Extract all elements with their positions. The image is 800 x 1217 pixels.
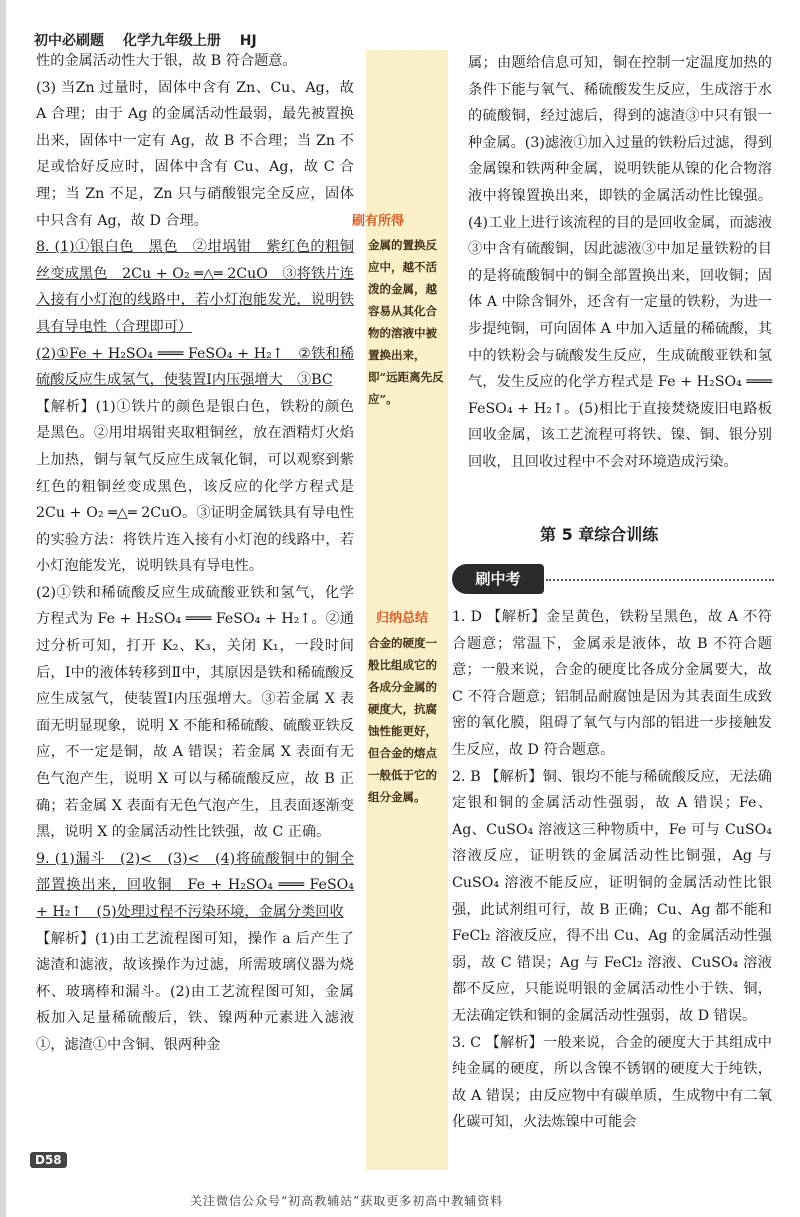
answer-1: 1. D 【解析】金呈黄色，铁粉呈黑色，故 A 不符合题意；常温下，金属汞是液体，故 B 不符合题意；一般来说，合金的硬度比各成分金属要大，故 C 不符合题意；铝制品耐腐蚀是因为其表面生成致密的氧化膜，阻碍了氧气与内部的铝进一步接触发生反应，故 D 符合题意。 bbox=[452, 609, 772, 758]
subject-title: 化学九年级上册 bbox=[122, 33, 221, 49]
banner-label: 刷中考 bbox=[452, 564, 544, 594]
answers-list bbox=[452, 604, 772, 1136]
left-para-1: (3) 当Zn 过量时，固体中含有 Zn、Cu、Ag，故 A 合理；由于 Ag 的金属活动性最弱，最先被置换出来，固体中一定有 Ag，故 B 不合理；当 Zn 不足或恰好反应时，固体中含有 Cu、Ag，故 C 合理；当 Zn 不足，Zn 只与硝酸银完全反应，固体中只含有 Ag，故 D 合理。 bbox=[36, 79, 354, 229]
left-column bbox=[36, 48, 354, 1059]
answer-3: 3. C 【解析】一般来说，合金的硬度大于其组成中纯金属的硬度，所以含镍不锈钢的硬度大于纯铁，故 A 错误；由反应物中有碳单质，生成物中有二氧化碳可知，火法炼镍中可能会 bbox=[452, 1034, 772, 1131]
sidebar-text-2: 合金的硬度一般比组成它的各成分金属的硬度大，抗腐蚀性能更好，但合金的熔点一般低于它的组分金属。 bbox=[368, 636, 437, 804]
q8-answer: 8. (1)①银白色 黑色 ②坩埚钳 紫红色的粗铜丝变成黑色 2Cu + O₂ ═△═ 2CuO ③将铁片连入接有小灯泡的线路中，若小灯泡能发光，说明铁具有导电性（合理即可） bbox=[36, 239, 354, 335]
q8-analysis-2: (2)①铁和稀硫酸反应生成硫酸亚铁和氢气，化学方程式为 Fe + H₂SO₄ ═══ FeSO₄ + H₂↑。②通过分析可知，打开 K₂、K₃，关闭 K₁，一段时间后，Ⅰ中的液体转移到Ⅱ中，其原因是铁和稀硫酸反应生成氢气，使装置Ⅰ内压强增大。③若金属 X 表面无明显现象，说明 X 不能和稀硫酸、硫酸亚铁反应，不一定是铜，故 A 错误；若金属 X 表面有无色气泡产生，说明 X 可以与稀硫酸反应，故 B 正确；若金属 X 表面有无色气泡产生，且表面逐渐变黑，说明 X 的金属活动性比铁强，故 C 正确。 bbox=[36, 584, 354, 841]
q8-answer-2: (2)①Fe + H₂SO₄ ═══ FeSO₄ + H₂↑ ②铁和稀硫酸反应生成氢气，使装置Ⅰ内压强增大 ③BC bbox=[36, 345, 354, 389]
footer-note: 关注微信公众号“初高教辅站”获取更多初高中教辅资料 bbox=[190, 1194, 504, 1208]
sidebar-tag-2: 归纳总结 bbox=[376, 611, 429, 626]
banner-divider bbox=[546, 579, 774, 581]
answer-2: 2. B 【解析】铜、银均不能与稀硫酸反应，无法确定银和铜的金属活动性强弱，故 A 错误；Fe、Ag、CuSO₄ 溶液这三种物质中，Fe 可与 CuSO₄ 溶液反应，证明铁的金属活动性比铜强，Ag 与 CuSO₄ 溶液不能反应，证明铜的金属活动性比银强，此试剂组可行，故 B 正确；Cu、Ag 都不能和 FeCl₂ 溶液反应，得不出 Cu、Ag 的金属活动性强弱，故 C 错误；Ag 与 FeCl₂ 溶液、CuSO₄ 溶液都不反应，只能说明银的金属活动性小于铁、铜，无法确定铁和铜的金属活动性强弱，故 D 错误。 bbox=[452, 768, 772, 1024]
page-number: D58 bbox=[30, 1152, 67, 1168]
series-title: 初中必刷题 bbox=[34, 33, 104, 49]
q9-analysis: 【解析】(1)由工艺流程图可知，操作 a 后产生了滤渣和滤液，故该操作为过滤，所需玻璃仪器为烧杯、玻璃棒和漏斗。(2)由工艺流程图可知，金属板加入足量稀硫酸后，铁、镍两种元素进入滤液①，滤渣①中含铜、银两种金 bbox=[36, 930, 354, 1053]
right-column bbox=[468, 50, 772, 476]
edition-label: HJ bbox=[239, 33, 257, 49]
page-edge bbox=[0, 0, 6, 1217]
section-title: 第 5 章综合训练 bbox=[540, 525, 659, 544]
q9-answer: 9. (1)漏斗 (2)< (3)< (4)将硫酸铜中的铜全部置换出来，回收铜 Fe + H₂SO₄ ═══ FeSO₄ + H₂↑ (5)处理过程不污染环境，金属分类回收 bbox=[36, 850, 354, 920]
q8-analysis-1: 【解析】(1)①铁片的颜色是银白色，铁粉的颜色是黑色。②用坩埚钳夹取粗铜丝，放在酒精灯火焰上加热，铜与氧气反应生成氧化铜，可以观察到紫红色的粗铜丝变成黑色，该反应的化学方程式是 2Cu + O₂ ═△═ 2CuO。③证明金属铁具有导电性的实验方法：将铁片连入接有小灯泡的线路中，若小灯泡能发光，说明铁具有导电性。 bbox=[36, 398, 354, 575]
page-header bbox=[34, 30, 271, 50]
right-para-0: 属；由题给信息可知，铜在控制一定温度加热的条件下能与氧气、稀硫酸发生反应，生成溶于水的硫酸铜，经过滤后，得到的滤渣③中只有银一种金属。(3)滤液①加入过量的铁粉后过滤，得到金属镍和铁两种金属，说明铁能从镍的化合物溶液中将镍置换出来，即铁的金属活动性比镍强。(4)工业上进行该流程的目的是回收金属，而滤液③中含有硫酸铜，因此滤液③中加足量铁粉的目的是将硫酸铜中的铜全部置换出来，回收铜；固体 A 中除含铜外，还含有一定量的铁粉，为进一步提纯铜，可向固体 A 中加入适量的稀硫酸，其中的铁粉会与硫酸发生反应，生成硫酸亚铁和氢气，发生反应的化学方程式是 Fe + H₂SO₄ ═══ FeSO₄ + H₂↑。(5)相比于直接焚烧废旧电路板回收金属，该工艺流程可将铁、镍、铜、银分别回收，且回收过程中不会对环境造成污染。 bbox=[468, 55, 772, 470]
left-para-0: 性的金属活动性大于银，故 B 符合题意。 bbox=[36, 53, 297, 69]
sidebar-tag-1: 刷有所得 bbox=[352, 214, 405, 229]
sidebar-text-1: 金属的置换反应中，越不活泼的金属，越容易从其化合物的溶液中被置换出来，即“远距离先反应”。 bbox=[368, 238, 444, 406]
exam-banner bbox=[452, 564, 774, 594]
